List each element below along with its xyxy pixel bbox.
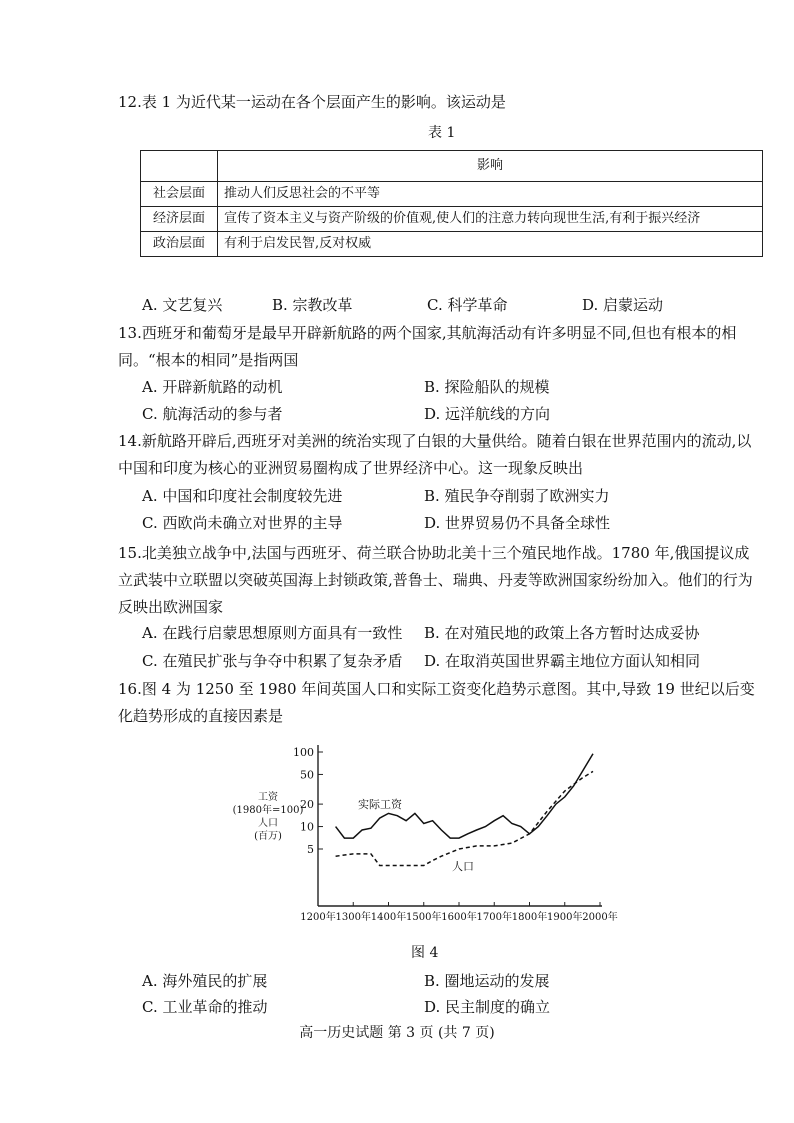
x-tick-label: 1600年 — [441, 912, 477, 923]
option-c[interactable]: C. 航海活动的参与者 — [142, 405, 283, 423]
x-tick-label: 1400年 — [370, 912, 407, 923]
y-tick-label: 20 — [300, 798, 314, 812]
population-line — [336, 771, 593, 865]
option-c[interactable]: C. 在殖民扩张与争夺中积累了复杂矛盾 — [142, 652, 403, 670]
table-header-effect: 影响 — [218, 151, 763, 182]
option-c[interactable]: C. 工业革命的推动 — [142, 998, 268, 1016]
y-axis-label: 人口 — [258, 818, 278, 829]
option-d[interactable]: D. 民主制度的确立 — [424, 998, 551, 1016]
real-wage-series-label: 实际工资 — [358, 798, 402, 811]
option-a[interactable]: A. 海外殖民的扩展 — [142, 972, 268, 990]
option-b[interactable]: B. 圈地运动的发展 — [424, 972, 550, 990]
x-tick-label: 1700年 — [476, 912, 512, 923]
y-axis-label: (百万) — [254, 831, 282, 842]
x-tick-label: 1900年 — [547, 912, 583, 923]
y-axis-label: (1980年=100) — [232, 805, 304, 816]
table-cell-level: 政治层面 — [141, 232, 218, 257]
option-a[interactable]: A. 在践行启蒙思想原则方面具有一致性 — [142, 624, 403, 642]
option-a[interactable]: A. 开辟新航路的动机 — [142, 378, 283, 396]
table-cell-effect: 宣传了资本主义与资产阶级的价值观,使人们的注意力转向现世生活,有利于振兴经济 — [218, 207, 763, 232]
table-cell-level: 经济层面 — [141, 207, 218, 232]
q16-stem: 16.图 4 为 1250 至 1980 年间英国人口和实际工资变化趋势示意图。其中,导致 19 世纪以后变化趋势形成的直接因素是 — [118, 680, 755, 725]
population-series-label: 人口 — [452, 860, 474, 873]
option-d[interactable]: D. 在取消英国世界霸主地位方面认知相同 — [424, 652, 701, 670]
option-b[interactable]: B. 在对殖民地的政策上各方暂时达成妥协 — [424, 624, 700, 642]
x-tick-label: 1200年 — [300, 912, 336, 923]
table-cell-effect: 有利于启发民智,反对权威 — [218, 232, 763, 257]
option-b[interactable]: B. 宗教改革 — [272, 296, 353, 314]
option-a[interactable]: A. 中国和印度社会制度较先进 — [142, 487, 343, 505]
y-tick-label: 5 — [307, 843, 314, 856]
q13-stem: 13.西班牙和葡萄牙是最早开辟新航路的两个国家,其航海活动有许多明显不同,但也有根本的相同。“根本的相同”是指两国 — [118, 324, 737, 369]
option-b[interactable]: B. 殖民争夺削弱了欧洲实力 — [424, 487, 610, 505]
option-b[interactable]: B. 探险船队的规模 — [424, 378, 550, 396]
x-tick-label: 2000年 — [582, 912, 618, 923]
y-tick-label: 10 — [300, 820, 314, 834]
table-title: 表 1 — [428, 125, 456, 141]
option-d[interactable]: D. 启蒙运动 — [582, 296, 664, 314]
x-tick-label: 1500年 — [406, 912, 442, 923]
q14-stem: 14.新航路开辟后,西班牙对美洲的统治实现了白银的大量供给。随着白银在世界范围内的流动,以中国和印度为核心的亚洲贸易圈构成了世界经济中心。这一现象反映出 — [118, 432, 752, 477]
q15-stem: 15.北美独立战争中,法国与西班牙、荷兰联合协助北美十三个殖民地作战。1780 年,俄国提议成立武装中立联盟以突破英国海上封锁政策,普鲁士、瑞典、丹麦等欧洲国家纷纷加入。他们的行为反映出欧洲国家 — [118, 544, 753, 616]
y-axis-label: 工资 — [258, 792, 278, 803]
y-tick-label: 50 — [300, 768, 314, 782]
q16-options-row1 — [142, 970, 550, 992]
x-tick-label: 1300年 — [335, 912, 371, 923]
option-d[interactable]: D. 世界贸易仍不具备全球性 — [424, 514, 611, 532]
table-cell-effect: 推动人们反思社会的不平等 — [218, 182, 763, 207]
option-c[interactable]: C. 西欧尚未确立对世界的主导 — [142, 514, 343, 532]
table-cell-level: 社会层面 — [141, 182, 218, 207]
option-c[interactable]: C. 科学革命 — [427, 296, 508, 314]
q16-options-row2 — [142, 996, 550, 1018]
real-wage-line — [336, 754, 593, 838]
x-tick-label: 1800年 — [511, 912, 548, 923]
figure-caption: 图 4 — [411, 945, 439, 961]
q12-stem: 12.表 1 为近代某一运动在各个层面产生的影响。该运动是 — [118, 93, 506, 111]
option-d[interactable]: D. 远洋航线的方向 — [424, 405, 551, 423]
y-tick-label: 100 — [293, 746, 314, 759]
option-a[interactable]: A. 文艺复兴 — [142, 296, 223, 314]
page-footer: 高一历史试题 第 3 页 (共 7 页) — [299, 1025, 495, 1041]
